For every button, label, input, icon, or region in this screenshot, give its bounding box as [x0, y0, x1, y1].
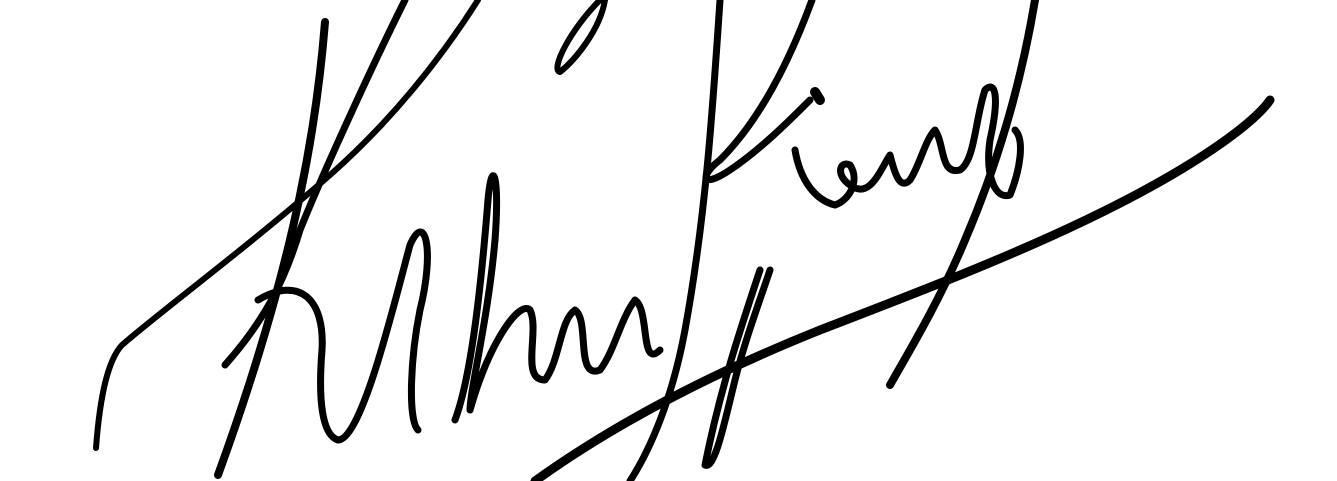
signature-stroke-dot [815, 92, 820, 100]
signature-stroke-underline [535, 100, 1270, 481]
signature-stroke-left-sweep [96, 0, 478, 448]
signature-stroke-upper-loop [557, 0, 605, 72]
signature-stroke-m [455, 176, 660, 420]
signature-stroke-initial-downstroke [218, 22, 325, 475]
